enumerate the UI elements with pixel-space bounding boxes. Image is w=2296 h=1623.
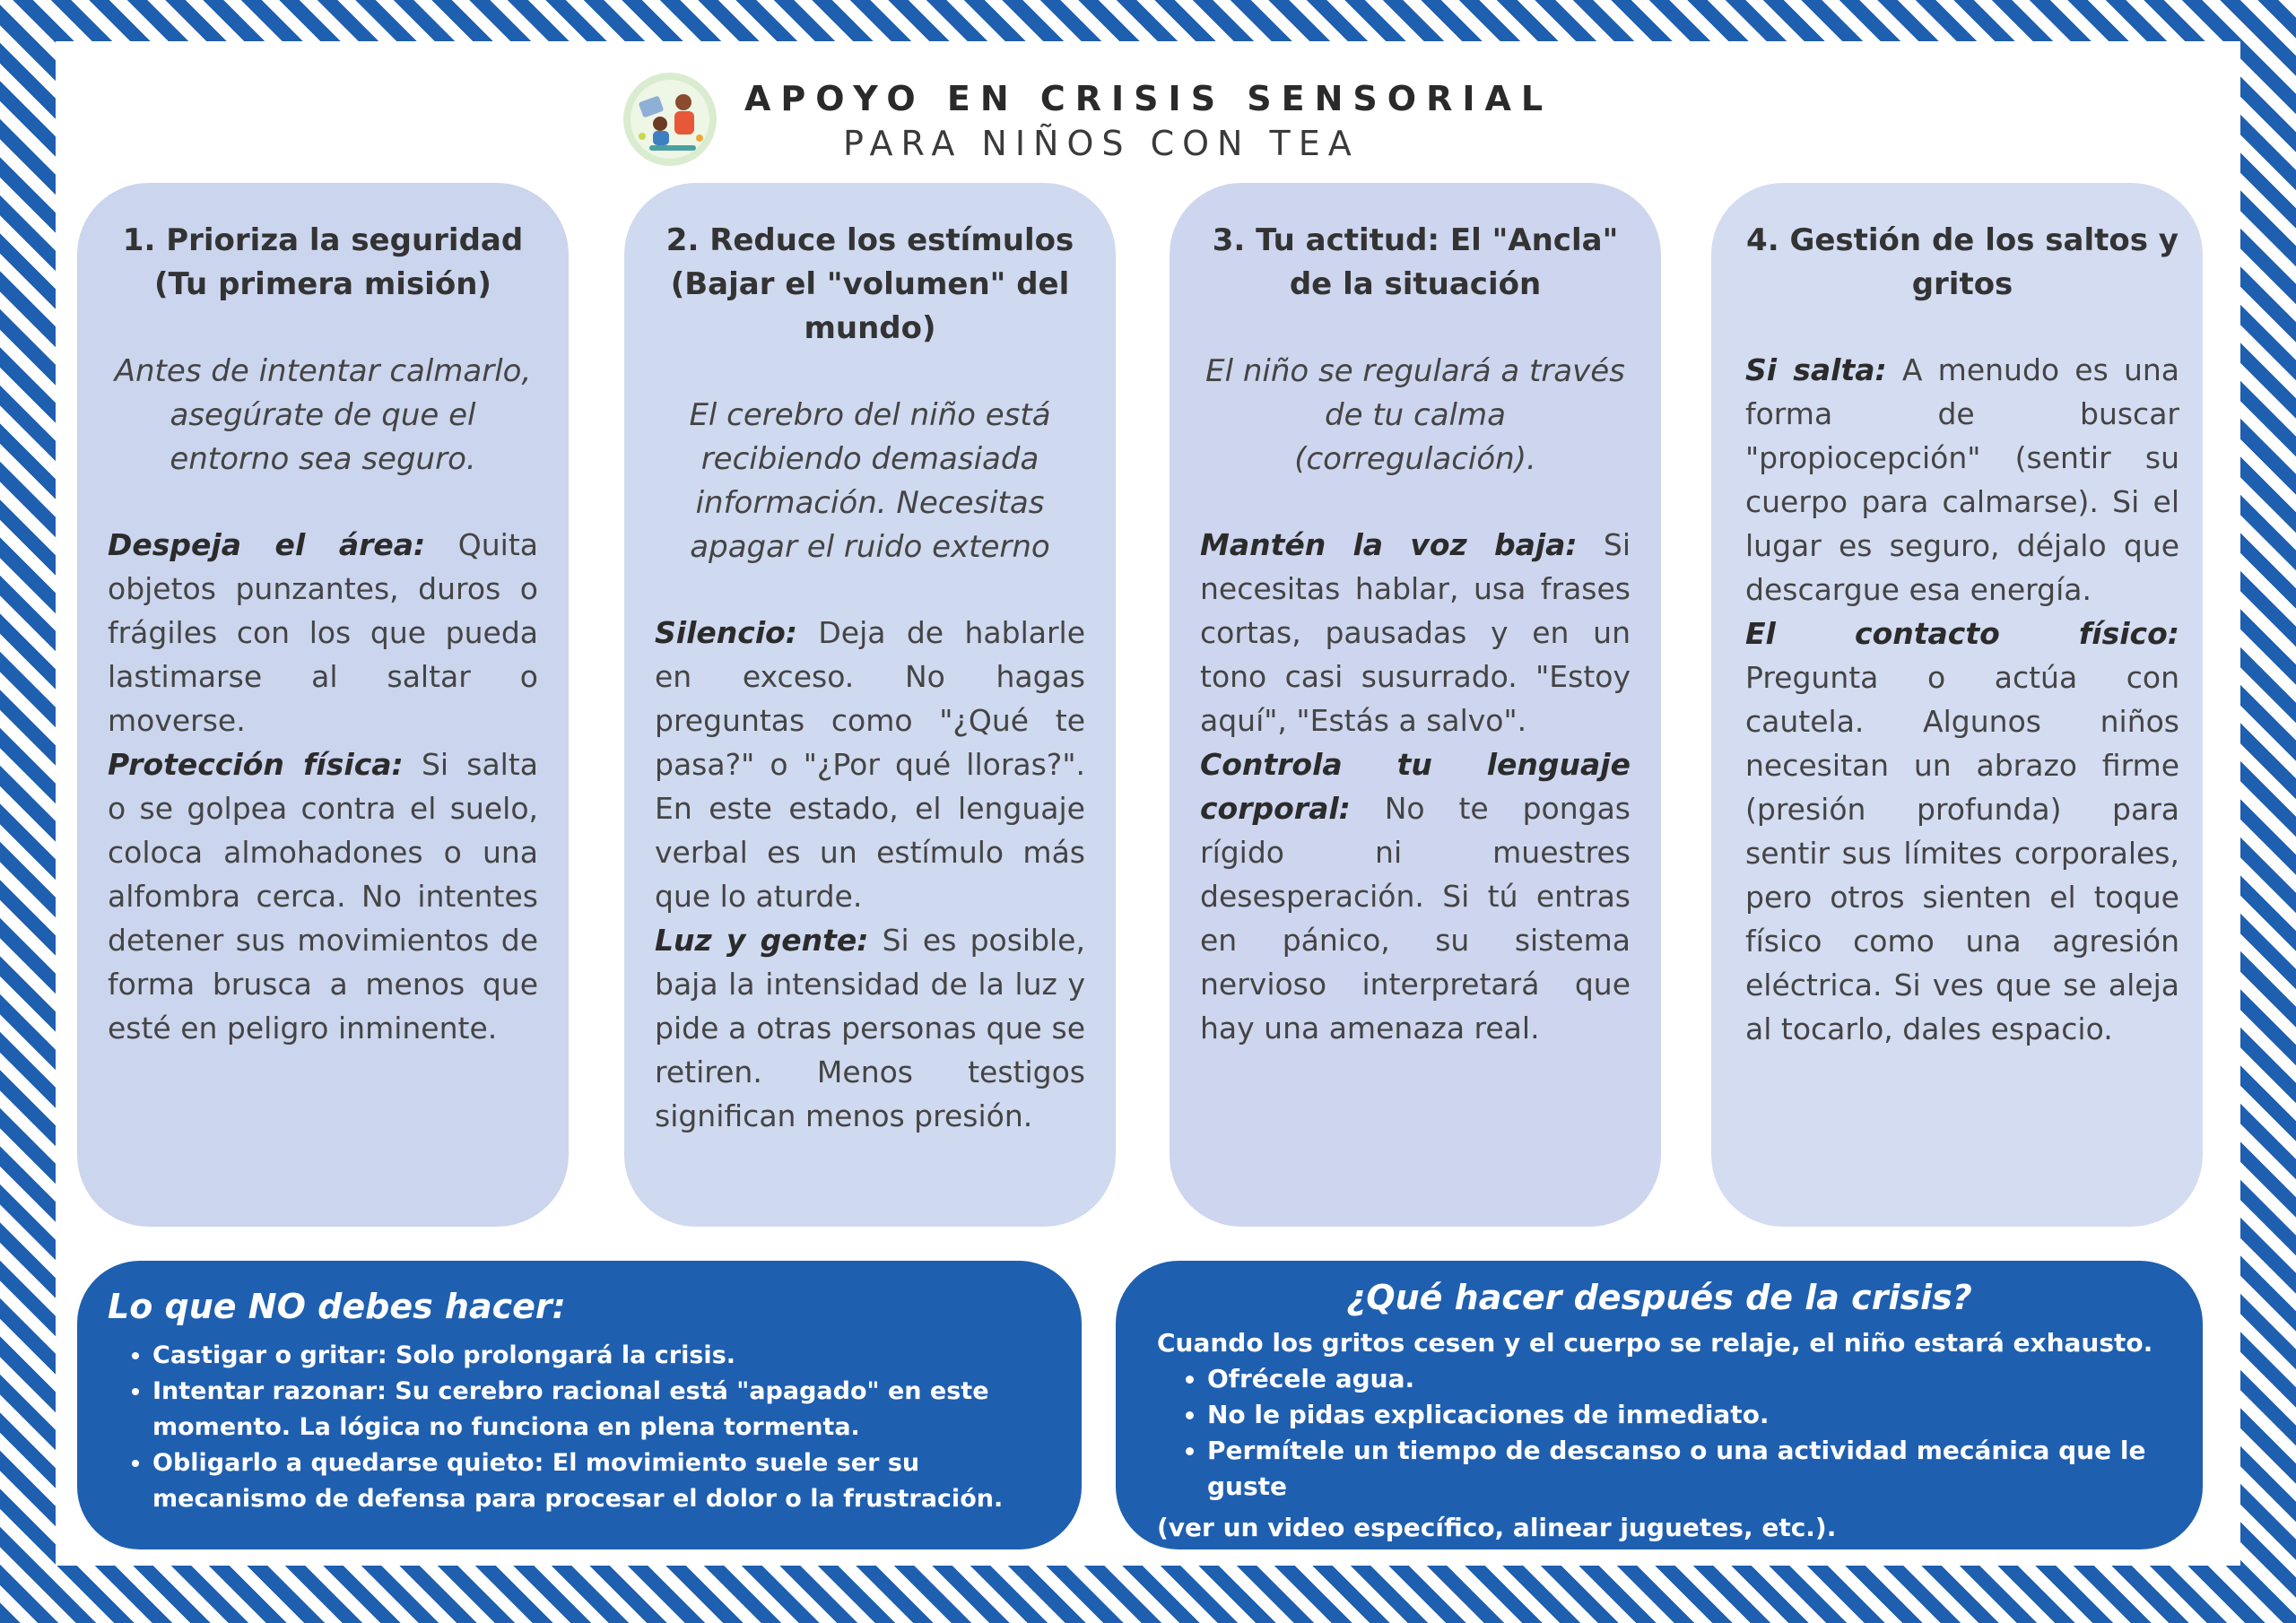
card-item (1745, 348, 2179, 612)
item-lead: Luz y gente: (655, 923, 869, 958)
list-item: • Intentar razonar: Su cerebro racional está "apagado" en este momento. La lógica no funciona en plena tormenta. (152, 1374, 1051, 1445)
dont-title: Lo que NO debes hacer: (108, 1287, 566, 1326)
item-text: Si necesitas hablar, usa frases cortas, pausadas y en un tono casi susurrado. "Estoy aquí", "Estás a salvo". (1200, 527, 1631, 738)
card-attitude (1170, 183, 1661, 1227)
after-note: (ver un video específico, alinear juguetes, etc.). (1157, 1513, 1837, 1542)
item-lead: Si salta: (1745, 352, 1887, 387)
card-safety (77, 183, 569, 1227)
card-intro: El niño se regulará a través de tu calma (corregulación). (1205, 353, 1625, 477)
item-text: A menudo es una forma de buscar "propiocepción" (sentir su cuerpo para calmarse). Si el lugar es seguro, déjalo que descargue esa energía. (1745, 352, 2180, 607)
item-text: Quita objetos punzantes, duros o frágiles con los que pueda lastimarse al saltar o moverse. (108, 527, 539, 738)
dont-box (77, 1261, 1082, 1549)
card-intro: Antes de intentar calmarlo, asegúrate de que el entorno sea seguro. (114, 353, 532, 477)
item-text: Pregunta o actúa con cautela. Algunos niños necesitan un abrazo firme (presión profunda) para sentir sus límites corporales, pero otros sienten el toque físico como una agresión eléctrica. Si ves que se aleja al tocarlo, dales espacio. (1745, 660, 2179, 1046)
card-stimuli (624, 183, 1116, 1227)
card-body (1745, 348, 2179, 1051)
list-item: • Ofrécele agua. (1207, 1361, 2161, 1397)
card-item (1745, 612, 2179, 1051)
after-title: ¿Qué hacer después de la crisis? (1346, 1278, 1972, 1317)
item-text: Si es posible, baja la intensidad de la luz y pide a otras personas que se retiren. Menos testigos significan menos presión. (655, 923, 1085, 1133)
list-item: • Obligarlo a quedarse quieto: El movimiento suele ser su mecanismo de defensa para procesar el dolor o la frustración. (152, 1445, 1051, 1517)
item-text: Deja de hablarle en exceso. No hagas preguntas como "¿Qué te pasa?" o "¿Por qué lloras?". En este estado, el lenguaje verbal es un estímulo más que lo aturde. (655, 615, 1085, 914)
card-item (655, 611, 1085, 918)
after-crisis-box (1116, 1261, 2203, 1549)
card-intro: El cerebro del niño está recibiendo demasiada información. Necesitas apagar el ruido externo (689, 397, 1051, 565)
card-title: 3. Tu actitud: El "Ancla" de la situación (1212, 222, 1619, 302)
item-lead: El contacto físico: (1745, 616, 2179, 651)
dont-list (108, 1338, 1051, 1517)
item-lead: Protección física: (108, 747, 404, 782)
card-item (108, 742, 538, 1050)
card-item (1200, 742, 1631, 1050)
item-text: Si salta o se golpea contra el suelo, coloca almohadones o una alfombra cerca. No intentes detener sus movimientos de forma brusca a menos que esté en peligro inminente. (108, 747, 539, 1046)
item-lead: Mantén la voz baja: (1200, 527, 1578, 562)
list-item: • No le pidas explicaciones de inmediato. (1207, 1397, 2161, 1433)
card-title: 4. Gestión de los saltos y gritos (1746, 222, 2179, 302)
page-subtitle: PARA NIÑOS CON TEA (843, 124, 1360, 163)
page-title: APOYO EN CRISIS SENSORIAL (744, 79, 1553, 118)
card-title: 1. Prioriza la seguridad (Tu primera misión) (122, 222, 524, 302)
item-lead: Controla tu lenguaje corporal: (1200, 747, 1631, 826)
card-item (655, 918, 1085, 1138)
header (622, 72, 1609, 170)
card-title: 2. Reduce los estímulos (Bajar el "volumen" del mundo) (665, 222, 1074, 346)
list-item: • Permítele un tiempo de descanso o una actividad mecánica que le guste (1207, 1433, 2161, 1505)
list-item: • Castigar o gritar: Solo prolongará la crisis. (152, 1338, 1051, 1374)
after-intro: Cuando los gritos cesen y el cuerpo se relaje, el niño estará exhausto. (1157, 1328, 2153, 1358)
children-illustration-icon (622, 72, 718, 167)
card-jumps-screams (1711, 183, 2203, 1227)
card-item (1200, 523, 1631, 742)
card-item (108, 523, 538, 742)
item-lead: Silencio: (655, 615, 798, 650)
item-lead: Despeja el área: (108, 527, 426, 562)
item-text: No te pongas rígido ni muestres desesperación. Si tú entras en pánico, su sistema nervioso interpretará que hay una amenaza real. (1200, 791, 1631, 1046)
after-list (1157, 1361, 2161, 1505)
poster (56, 41, 2240, 1566)
